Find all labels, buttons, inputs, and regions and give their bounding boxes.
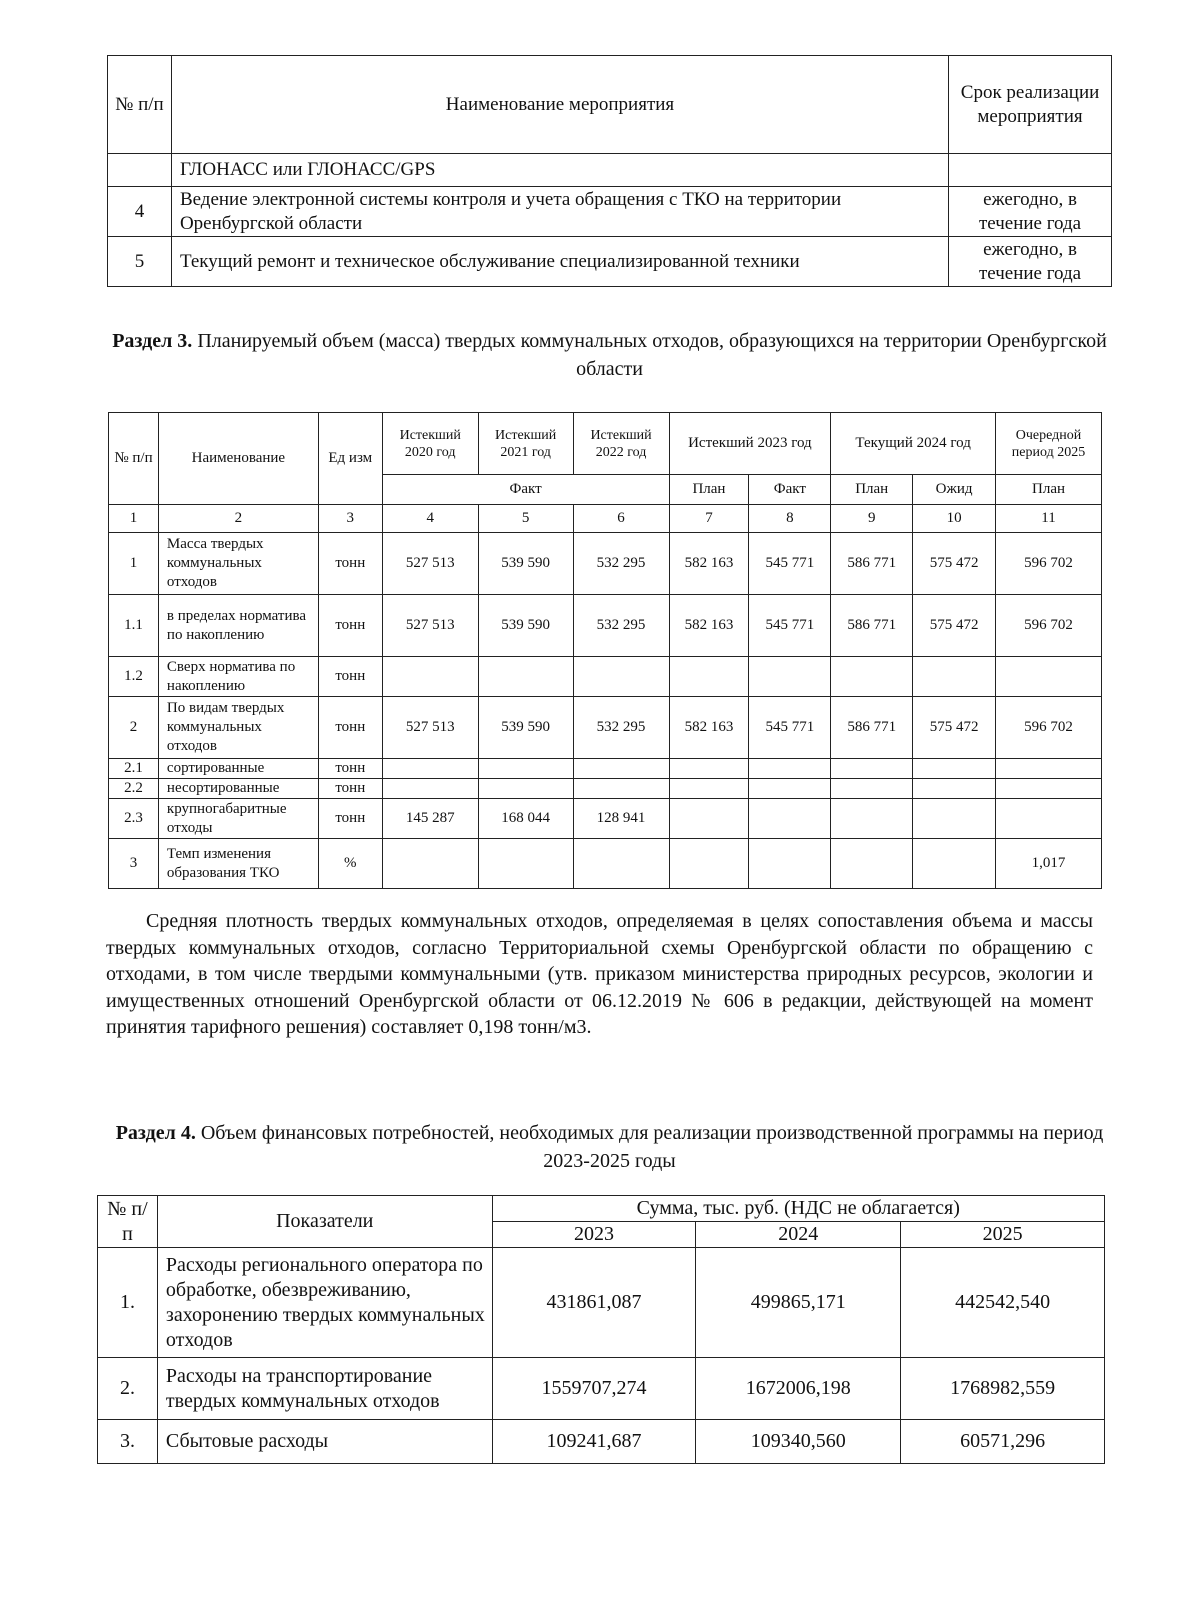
row-value: 596 702	[996, 595, 1102, 657]
header-unit: Ед изм	[318, 413, 382, 505]
subheader-fact: Факт	[382, 475, 669, 505]
header-num: № п/п	[98, 1196, 158, 1248]
subheader-plan-2023: План	[669, 475, 749, 505]
row-value: 532 295	[573, 533, 669, 595]
row-value	[478, 657, 573, 697]
row-num	[108, 154, 172, 187]
header-2020: Истекший 2020 год	[382, 413, 478, 475]
table-row	[98, 1248, 1105, 1358]
column-numbers-row	[109, 505, 1102, 533]
row-name: Ведение электронной системы контроля и учета обращения с ТКО на территории Оренбургской области	[171, 187, 948, 237]
row-value	[996, 799, 1102, 839]
row-value: 1559707,274	[492, 1358, 696, 1420]
row-name: По видам твердых коммунальных отходов	[158, 697, 318, 759]
header-sum: Сумма, тыс. руб. (НДС не облагается)	[492, 1196, 1104, 1222]
row-value: 539 590	[478, 595, 573, 657]
column-number: 7	[669, 505, 749, 533]
header-2025: Очередной период 2025	[996, 413, 1102, 475]
density-paragraph	[106, 908, 1093, 1041]
row-value: 586 771	[831, 697, 913, 759]
row-num: 3	[109, 839, 159, 889]
row-name: сортированные	[158, 759, 318, 779]
table-header-row	[98, 1196, 1105, 1222]
table-row	[109, 595, 1102, 657]
density-paragraph-text: Средняя плотность твердых коммунальных отходов, определяемая в целях сопоставления объема и массы твердых коммунальных отходов, согласно Территориальной схемы Оренбургской области по обращению с отходами, в том числе твердыми коммунальными (утв. приказом министерства природных ресурсов, экологии и имущественных отношений Оренбургской области от 06.12.2019 № 606 в редакции, действующей на момент принятия тарифного решения) составляет 0,198 тонн/м3.	[106, 910, 1093, 1038]
table-header-row	[109, 413, 1102, 475]
row-value	[831, 839, 913, 889]
row-value: 168 044	[478, 799, 573, 839]
row-num: 3.	[98, 1420, 158, 1464]
row-value	[382, 759, 478, 779]
row-value	[669, 759, 749, 779]
row-value: 499865,171	[696, 1248, 901, 1358]
row-num: 1.1	[109, 595, 159, 657]
row-num: 4	[108, 187, 172, 237]
row-value: 545 771	[749, 533, 831, 595]
row-value: 586 771	[831, 533, 913, 595]
row-value	[913, 779, 996, 799]
row-value: 586 771	[831, 595, 913, 657]
row-unit: тонн	[318, 779, 382, 799]
header-num: № п/п	[108, 56, 172, 154]
row-value: 109340,560	[696, 1420, 901, 1464]
header-name: Наименование	[158, 413, 318, 505]
row-name: Сверх норматива по накоплению	[158, 657, 318, 697]
row-unit: %	[318, 839, 382, 889]
row-value	[478, 779, 573, 799]
row-value	[831, 657, 913, 697]
row-value	[913, 657, 996, 697]
row-value	[573, 759, 669, 779]
row-value	[996, 657, 1102, 697]
row-value	[913, 839, 996, 889]
section-3-heading	[107, 327, 1112, 383]
row-value	[478, 759, 573, 779]
row-num: 2.3	[109, 799, 159, 839]
row-num: 2	[109, 697, 159, 759]
row-unit: тонн	[318, 799, 382, 839]
row-name: крупногабаритные отходы	[158, 799, 318, 839]
row-value	[382, 839, 478, 889]
row-value	[831, 799, 913, 839]
row-name: ГЛОНАСС или ГЛОНАСС/GPS	[171, 154, 948, 187]
row-indicator: Расходы регионального оператора по обработке, обезвреживанию, захоронению твердых коммунальных отходов	[157, 1248, 492, 1358]
row-value: 575 472	[913, 533, 996, 595]
row-value: 128 941	[573, 799, 669, 839]
waste-volume-table	[108, 412, 1102, 889]
row-value	[749, 759, 831, 779]
row-value: 532 295	[573, 595, 669, 657]
table-row	[98, 1358, 1105, 1420]
finance-table	[97, 1195, 1105, 1464]
header-indicators: Показатели	[157, 1196, 492, 1248]
row-value	[831, 779, 913, 799]
row-unit: тонн	[318, 533, 382, 595]
table-row	[98, 1420, 1105, 1464]
row-value: 575 472	[913, 595, 996, 657]
row-value: 582 163	[669, 697, 749, 759]
row-value: 431861,087	[492, 1248, 696, 1358]
column-number: 4	[382, 505, 478, 533]
row-value: 109241,687	[492, 1420, 696, 1464]
row-unit: тонн	[318, 759, 382, 779]
row-value: 545 771	[749, 697, 831, 759]
row-value	[573, 657, 669, 697]
row-value: 596 702	[996, 533, 1102, 595]
column-number: 1	[109, 505, 159, 533]
table-row	[108, 154, 1112, 187]
row-value	[913, 799, 996, 839]
row-value	[669, 799, 749, 839]
row-value	[749, 839, 831, 889]
header-num: № п/п	[109, 413, 159, 505]
row-value: 575 472	[913, 697, 996, 759]
row-value: 1768982,559	[901, 1358, 1105, 1420]
row-value: 532 295	[573, 697, 669, 759]
header-name: Наименование мероприятия	[171, 56, 948, 154]
header-2023: Истекший 2023 год	[669, 413, 831, 475]
subheader-fact-2023: Факт	[749, 475, 831, 505]
row-value	[669, 839, 749, 889]
subheader-plan-2024: План	[831, 475, 913, 505]
row-value	[749, 657, 831, 697]
row-value: 539 590	[478, 697, 573, 759]
table-row	[108, 187, 1112, 237]
column-number: 11	[996, 505, 1102, 533]
header-term: Срок реализации мероприятия	[949, 56, 1112, 154]
row-value: 442542,540	[901, 1248, 1105, 1358]
row-name: в пределах норматива по накоплению	[158, 595, 318, 657]
row-num: 5	[108, 237, 172, 287]
row-value	[749, 799, 831, 839]
row-value: 145 287	[382, 799, 478, 839]
row-value: 545 771	[749, 595, 831, 657]
row-name: несортированные	[158, 779, 318, 799]
column-number: 3	[318, 505, 382, 533]
row-name: Текущий ремонт и техническое обслуживание специализированной техники	[171, 237, 948, 287]
row-indicator: Расходы на транспортирование твердых коммунальных отходов	[157, 1358, 492, 1420]
row-value	[996, 779, 1102, 799]
section-4-label: Раздел 4.	[115, 1122, 196, 1144]
table-row	[109, 779, 1102, 799]
row-term: ежегодно, в течение года	[949, 187, 1112, 237]
row-value	[669, 779, 749, 799]
subheader-expected-2024: Ожид	[913, 475, 996, 505]
row-value	[382, 657, 478, 697]
row-value	[669, 657, 749, 697]
section-3-label: Раздел 3.	[112, 330, 193, 352]
row-num: 2.	[98, 1358, 158, 1420]
row-num: 2.1	[109, 759, 159, 779]
table-row	[109, 799, 1102, 839]
column-number: 2	[158, 505, 318, 533]
row-term: ежегодно, в течение года	[949, 237, 1112, 287]
column-number: 9	[831, 505, 913, 533]
section-4-heading	[107, 1119, 1112, 1175]
header-year: 2023	[492, 1222, 696, 1248]
table-row	[109, 657, 1102, 697]
header-2022: Истекший 2022 год	[573, 413, 669, 475]
table-row	[108, 237, 1112, 287]
column-number: 10	[913, 505, 996, 533]
table-row	[109, 759, 1102, 779]
row-num: 1.	[98, 1248, 158, 1358]
table-row	[109, 533, 1102, 595]
row-value: 1,017	[996, 839, 1102, 889]
row-value	[831, 759, 913, 779]
row-indicator: Сбытовые расходы	[157, 1420, 492, 1464]
row-value	[382, 779, 478, 799]
row-value	[996, 759, 1102, 779]
section-3-title: Планируемый объем (масса) твердых коммунальных отходов, образующихся на территории Оренбургской области	[197, 330, 1107, 380]
activities-table	[107, 55, 1112, 287]
header-year: 2024	[696, 1222, 901, 1248]
column-number: 8	[749, 505, 831, 533]
row-num: 1	[109, 533, 159, 595]
row-name: Темп изменения образования ТКО	[158, 839, 318, 889]
row-value	[913, 759, 996, 779]
row-value	[573, 779, 669, 799]
row-value: 596 702	[996, 697, 1102, 759]
column-number: 5	[478, 505, 573, 533]
row-value	[573, 839, 669, 889]
section-4-title: Объем финансовых потребностей, необходимых для реализации производственной программы на период 2023-2025 годы	[200, 1122, 1104, 1172]
row-unit: тонн	[318, 657, 382, 697]
column-number: 6	[573, 505, 669, 533]
header-2021: Истекший 2021 год	[478, 413, 573, 475]
table-header-row	[108, 56, 1112, 154]
subheader-plan-2025: План	[996, 475, 1102, 505]
row-value: 527 513	[382, 533, 478, 595]
row-num: 1.2	[109, 657, 159, 697]
row-value	[749, 779, 831, 799]
row-value: 539 590	[478, 533, 573, 595]
row-value: 582 163	[669, 595, 749, 657]
row-value: 582 163	[669, 533, 749, 595]
row-unit: тонн	[318, 697, 382, 759]
header-2024: Текущий 2024 год	[831, 413, 996, 475]
row-value: 527 513	[382, 595, 478, 657]
row-value: 60571,296	[901, 1420, 1105, 1464]
row-value	[478, 839, 573, 889]
row-value: 527 513	[382, 697, 478, 759]
table-row	[109, 839, 1102, 889]
row-name: Масса твердых коммунальных отходов	[158, 533, 318, 595]
header-year: 2025	[901, 1222, 1105, 1248]
row-unit: тонн	[318, 595, 382, 657]
row-num: 2.2	[109, 779, 159, 799]
table-row	[109, 697, 1102, 759]
row-term	[949, 154, 1112, 187]
row-value: 1672006,198	[696, 1358, 901, 1420]
